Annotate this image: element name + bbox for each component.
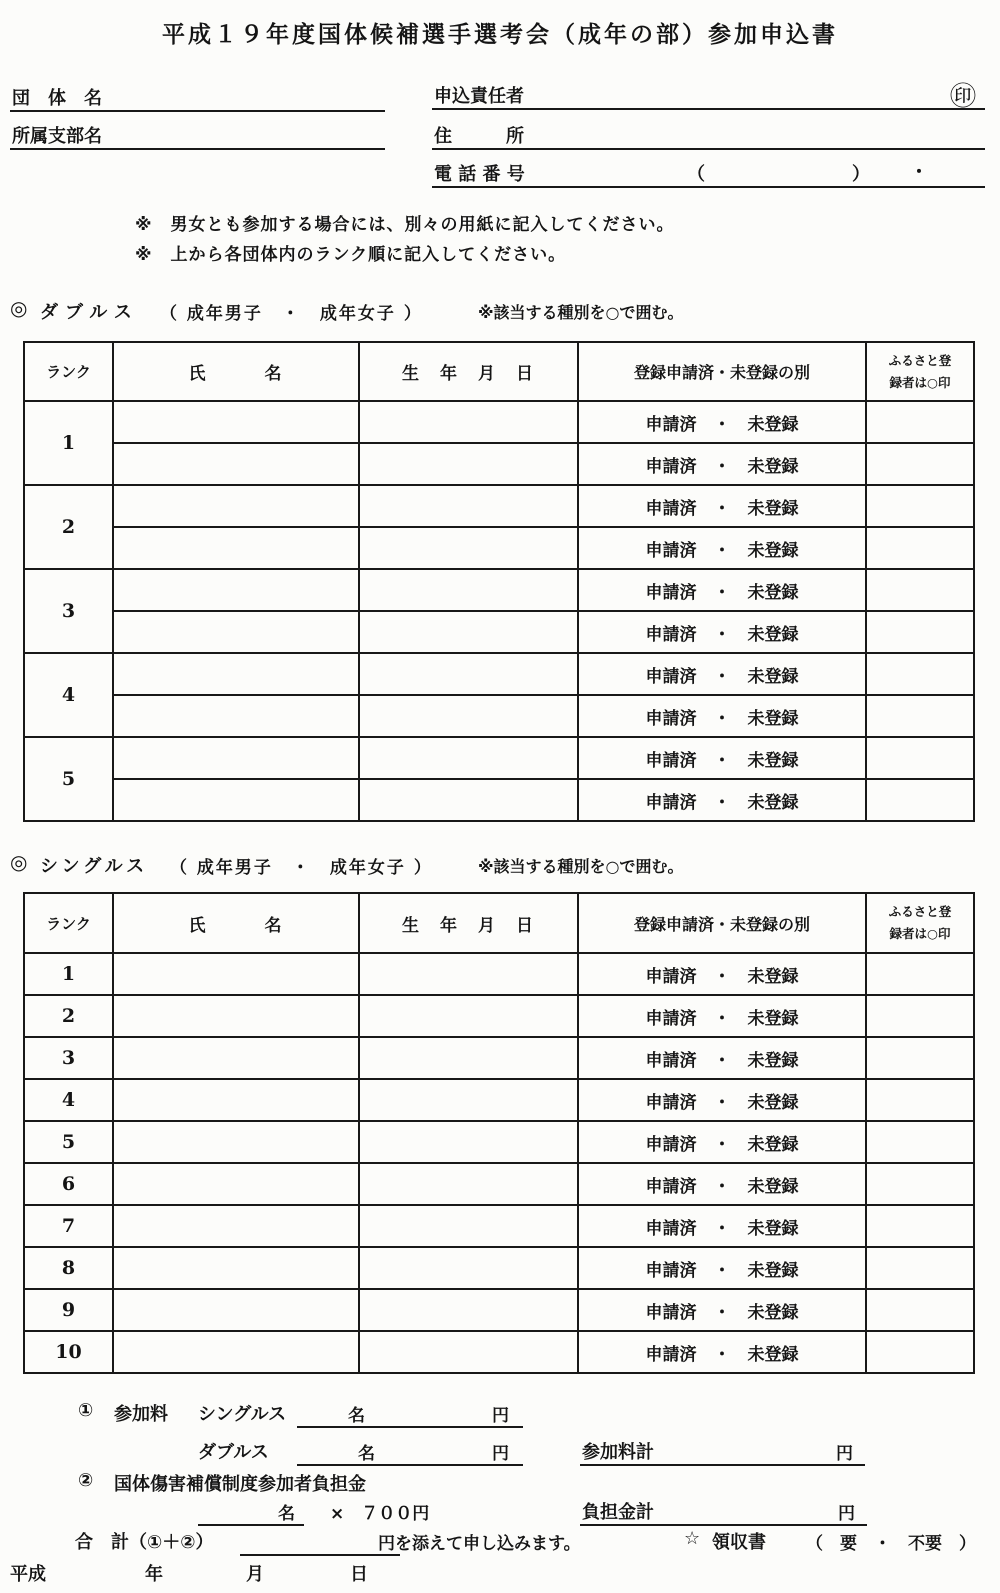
dob-input-cell[interactable] <box>359 953 578 995</box>
name-input-cell[interactable] <box>113 527 359 569</box>
name-input-cell[interactable] <box>113 485 359 527</box>
registration-choice[interactable]: 申請済 ・ 未登録 <box>578 611 866 653</box>
name-input-cell[interactable] <box>113 1079 359 1121</box>
fee-line-insurance <box>0 1470 1000 1498</box>
singles-rank-2: 2 <box>24 995 113 1037</box>
table-row <box>24 569 974 611</box>
singles-fee-blank[interactable] <box>297 1400 523 1428</box>
registration-choice[interactable]: 申請済 ・ 未登録 <box>578 653 866 695</box>
doubles-marker-icon: ◎ <box>10 296 28 320</box>
seal-icon: ㊞ <box>950 82 977 112</box>
name-input-cell[interactable] <box>113 1247 359 1289</box>
registration-choice[interactable]: 申請済 ・ 未登録 <box>578 527 866 569</box>
registration-choice[interactable]: 申請済 ・ 未登録 <box>578 953 866 995</box>
furusato-input-cell[interactable] <box>866 401 974 443</box>
table-row <box>24 1247 974 1289</box>
doubles-count-unit: 名 <box>358 1444 375 1464</box>
table-row <box>24 1331 974 1373</box>
doubles-header-furusato: ふるさと登 録者は○印 <box>866 342 974 401</box>
furusato-input-cell[interactable] <box>866 569 974 611</box>
name-input-cell[interactable] <box>113 569 359 611</box>
burden-count-unit: 名 <box>278 1504 295 1524</box>
doubles-heading <box>0 296 1000 326</box>
singles-rank-7: 7 <box>24 1205 113 1247</box>
singles-rank-5: 5 <box>24 1121 113 1163</box>
table-row <box>24 737 974 779</box>
furusato-input-cell[interactable] <box>866 611 974 653</box>
table-row <box>24 1079 974 1121</box>
registration-choice[interactable]: 申請済 ・ 未登録 <box>578 737 866 779</box>
phone-paren-close: ） <box>852 164 870 185</box>
registration-choice[interactable]: 申請済 ・ 未登録 <box>578 1289 866 1331</box>
date-month-label: 月 <box>246 1564 264 1585</box>
table-row <box>24 611 974 653</box>
furusato-input-cell[interactable] <box>866 443 974 485</box>
fee-line-grand-total <box>0 1528 1000 1558</box>
name-input-cell[interactable] <box>113 443 359 485</box>
singles-category-options[interactable]: （ 成年男子 ・ 成年女子 ） <box>170 858 433 878</box>
insurance-label: 国体傷害補償制度参加者負担金 <box>114 1474 366 1495</box>
phone-label: 電 話 番 号 <box>434 164 525 185</box>
dob-input-cell[interactable] <box>359 401 578 443</box>
grand-total-suffix: 円を添えて申し込みます。 <box>378 1534 581 1554</box>
note-separate-sheets: ※ 男女とも参加する場合には、別々の用紙に記入してください。 <box>135 215 675 235</box>
item1-marker: ① <box>78 1400 94 1421</box>
furusato-input-cell[interactable] <box>866 1247 974 1289</box>
fee-doubles-label: ダブルス <box>198 1442 269 1463</box>
doubles-rank-1: 1 <box>24 401 113 485</box>
singles-rank-9: 9 <box>24 1289 113 1331</box>
table-row <box>24 1205 974 1247</box>
table-row <box>24 527 974 569</box>
furusato-input-cell[interactable] <box>866 485 974 527</box>
fee-total-label: 参加料計 <box>582 1442 654 1463</box>
table-row <box>24 995 974 1037</box>
registration-choice[interactable]: 申請済 ・ 未登録 <box>578 779 866 821</box>
singles-header-furusato: ふるさと登 録者は○印 <box>866 893 974 953</box>
furusato-input-cell[interactable] <box>866 1121 974 1163</box>
fee-total-yen-unit: 円 <box>836 1444 853 1464</box>
page-title: 平成１９年度国体候補選手選考会（成年の部）参加申込書 <box>162 22 838 48</box>
phone-separator: ・ <box>910 162 928 183</box>
singles-rank-4: 4 <box>24 1079 113 1121</box>
dob-input-cell[interactable] <box>359 1289 578 1331</box>
dob-input-cell[interactable] <box>359 779 578 821</box>
table-row <box>24 695 974 737</box>
singles-header-dob: 生 年 月 日 <box>359 893 578 953</box>
burden-unit-price: × ７００円 <box>330 1504 430 1524</box>
name-input-cell[interactable] <box>113 401 359 443</box>
furusato-input-cell[interactable] <box>866 1037 974 1079</box>
doubles-circle-note: ※該当する種別を○で囲む。 <box>478 303 684 322</box>
grand-total-blank[interactable] <box>240 1528 400 1556</box>
name-input-cell[interactable] <box>113 1331 359 1373</box>
dob-input-cell[interactable] <box>359 443 578 485</box>
name-input-cell[interactable] <box>113 653 359 695</box>
doubles-fee-blank[interactable] <box>297 1438 523 1466</box>
dob-input-cell[interactable] <box>359 1079 578 1121</box>
table-row <box>24 653 974 695</box>
furusato-input-cell[interactable] <box>866 1331 974 1373</box>
furusato-input-cell[interactable] <box>866 995 974 1037</box>
singles-rank-3: 3 <box>24 1037 113 1079</box>
singles-header-name: 氏 名 <box>113 893 359 953</box>
furusato-input-cell[interactable] <box>866 953 974 995</box>
registration-choice[interactable]: 申請済 ・ 未登録 <box>578 695 866 737</box>
registration-choice[interactable]: 申請済 ・ 未登録 <box>578 569 866 611</box>
name-input-cell[interactable] <box>113 737 359 779</box>
fee-label: 参加料 <box>114 1404 168 1425</box>
doubles-table <box>23 341 975 822</box>
doubles-rank-4: 4 <box>24 653 113 737</box>
singles-table <box>23 892 975 1374</box>
furusato-input-cell[interactable] <box>866 1289 974 1331</box>
dob-input-cell[interactable] <box>359 1163 578 1205</box>
receipt-options[interactable]: （ 要 ・ 不要 ） <box>806 1534 976 1554</box>
date-line <box>0 1560 1000 1588</box>
furusato-input-cell[interactable] <box>866 1205 974 1247</box>
dob-input-cell[interactable] <box>359 1121 578 1163</box>
dob-input-cell[interactable] <box>359 1205 578 1247</box>
furusato-input-cell[interactable] <box>866 1163 974 1205</box>
table-row <box>24 401 974 443</box>
doubles-rank-3: 3 <box>24 569 113 653</box>
furusato-input-cell[interactable] <box>866 695 974 737</box>
doubles-rank-2: 2 <box>24 485 113 569</box>
name-input-cell[interactable] <box>113 953 359 995</box>
dob-input-cell[interactable] <box>359 653 578 695</box>
table-row <box>24 1037 974 1079</box>
registration-choice[interactable]: 申請済 ・ 未登録 <box>578 485 866 527</box>
doubles-header-rank: ランク <box>24 342 113 401</box>
doubles-rank-5: 5 <box>24 737 113 821</box>
applicant-field[interactable] <box>432 82 985 110</box>
registration-choice[interactable]: 申請済 ・ 未登録 <box>578 1037 866 1079</box>
table-row <box>24 779 974 821</box>
doubles-yen-unit: 円 <box>492 1444 509 1464</box>
org-name-label: 団 体 名 <box>12 88 102 109</box>
table-row <box>24 953 974 995</box>
singles-title: シングルス <box>40 856 149 877</box>
branch-name-field[interactable] <box>10 122 385 150</box>
doubles-header-dob: 生 年 月 日 <box>359 342 578 401</box>
singles-marker-icon: ◎ <box>10 850 28 874</box>
dob-input-cell[interactable] <box>359 1247 578 1289</box>
receipt-label: 領収書 <box>712 1532 766 1553</box>
date-day-label: 日 <box>350 1564 368 1585</box>
name-input-cell[interactable] <box>113 1205 359 1247</box>
name-input-cell[interactable] <box>113 1163 359 1205</box>
dob-input-cell[interactable] <box>359 737 578 779</box>
singles-heading <box>0 850 1000 880</box>
note-rank-order: ※ 上から各団体内のランク順に記入してください。 <box>135 245 567 265</box>
singles-circle-note: ※該当する種別を○で囲む。 <box>478 857 684 876</box>
org-name-field[interactable] <box>10 84 385 112</box>
dob-input-cell[interactable] <box>359 1331 578 1373</box>
name-input-cell[interactable] <box>113 995 359 1037</box>
name-input-cell[interactable] <box>113 1121 359 1163</box>
date-year-label: 年 <box>145 1564 163 1585</box>
dob-input-cell[interactable] <box>359 695 578 737</box>
burden-total-label: 負担金計 <box>582 1502 654 1523</box>
furusato-input-cell[interactable] <box>866 737 974 779</box>
registration-choice[interactable]: 申請済 ・ 未登録 <box>578 1079 866 1121</box>
phone-paren-open: （ <box>687 164 705 185</box>
burden-count-blank[interactable] <box>198 1498 304 1526</box>
singles-rank-6: 6 <box>24 1163 113 1205</box>
registration-choice[interactable]: 申請済 ・ 未登録 <box>578 1163 866 1205</box>
name-input-cell[interactable] <box>113 1037 359 1079</box>
item2-marker: ② <box>78 1470 94 1491</box>
table-row <box>24 1121 974 1163</box>
date-era-label: 平成 <box>10 1564 46 1585</box>
dob-input-cell[interactable] <box>359 485 578 527</box>
registration-choice[interactable]: 申請済 ・ 未登録 <box>578 1121 866 1163</box>
doubles-header-registration: 登録申請済・未登録の別 <box>578 342 866 401</box>
dob-input-cell[interactable] <box>359 1037 578 1079</box>
doubles-header-name: 氏 名 <box>113 342 359 401</box>
singles-yen-unit: 円 <box>492 1406 509 1426</box>
address-label: 住 所 <box>434 126 524 147</box>
registration-choice[interactable]: 申請済 ・ 未登録 <box>578 401 866 443</box>
singles-rank-1: 1 <box>24 953 113 995</box>
registration-choice[interactable]: 申請済 ・ 未登録 <box>578 1205 866 1247</box>
applicant-label: 申込責任者 <box>434 86 524 107</box>
doubles-title: ダブルス <box>40 302 139 323</box>
phone-field[interactable] <box>432 160 985 188</box>
singles-header-registration: 登録申請済・未登録の別 <box>578 893 866 953</box>
dob-input-cell[interactable] <box>359 569 578 611</box>
table-row <box>24 1163 974 1205</box>
star-icon: ☆ <box>684 1528 701 1549</box>
singles-count-unit: 名 <box>348 1406 365 1426</box>
doubles-category-options[interactable]: （ 成年男子 ・ 成年女子 ） <box>160 304 423 324</box>
furusato-input-cell[interactable] <box>866 653 974 695</box>
dob-input-cell[interactable] <box>359 611 578 653</box>
table-row <box>24 1289 974 1331</box>
singles-rank-8: 8 <box>24 1247 113 1289</box>
singles-header-rank: ランク <box>24 893 113 953</box>
dob-input-cell[interactable] <box>359 527 578 569</box>
registration-choice[interactable]: 申請済 ・ 未登録 <box>578 1331 866 1373</box>
registration-choice[interactable]: 申請済 ・ 未登録 <box>578 995 866 1037</box>
burden-total-yen-unit: 円 <box>838 1504 855 1524</box>
fee-singles-label: シングルス <box>198 1404 287 1425</box>
furusato-input-cell[interactable] <box>866 1079 974 1121</box>
table-row <box>24 443 974 485</box>
furusato-input-cell[interactable] <box>866 527 974 569</box>
name-input-cell[interactable] <box>113 611 359 653</box>
registration-choice[interactable]: 申請済 ・ 未登録 <box>578 1247 866 1289</box>
name-input-cell[interactable] <box>113 695 359 737</box>
name-input-cell[interactable] <box>113 1289 359 1331</box>
fee-total-blank[interactable] <box>580 1438 865 1466</box>
address-field[interactable] <box>432 122 985 150</box>
branch-name-label: 所属支部名 <box>12 126 102 147</box>
registration-choice[interactable]: 申請済 ・ 未登録 <box>578 443 866 485</box>
singles-rank-10: 10 <box>24 1331 113 1373</box>
furusato-input-cell[interactable] <box>866 779 974 821</box>
table-row <box>24 485 974 527</box>
name-input-cell[interactable] <box>113 779 359 821</box>
grand-total-label: 合 計（①＋②） <box>75 1532 214 1553</box>
burden-total-blank[interactable] <box>580 1498 867 1526</box>
dob-input-cell[interactable] <box>359 995 578 1037</box>
